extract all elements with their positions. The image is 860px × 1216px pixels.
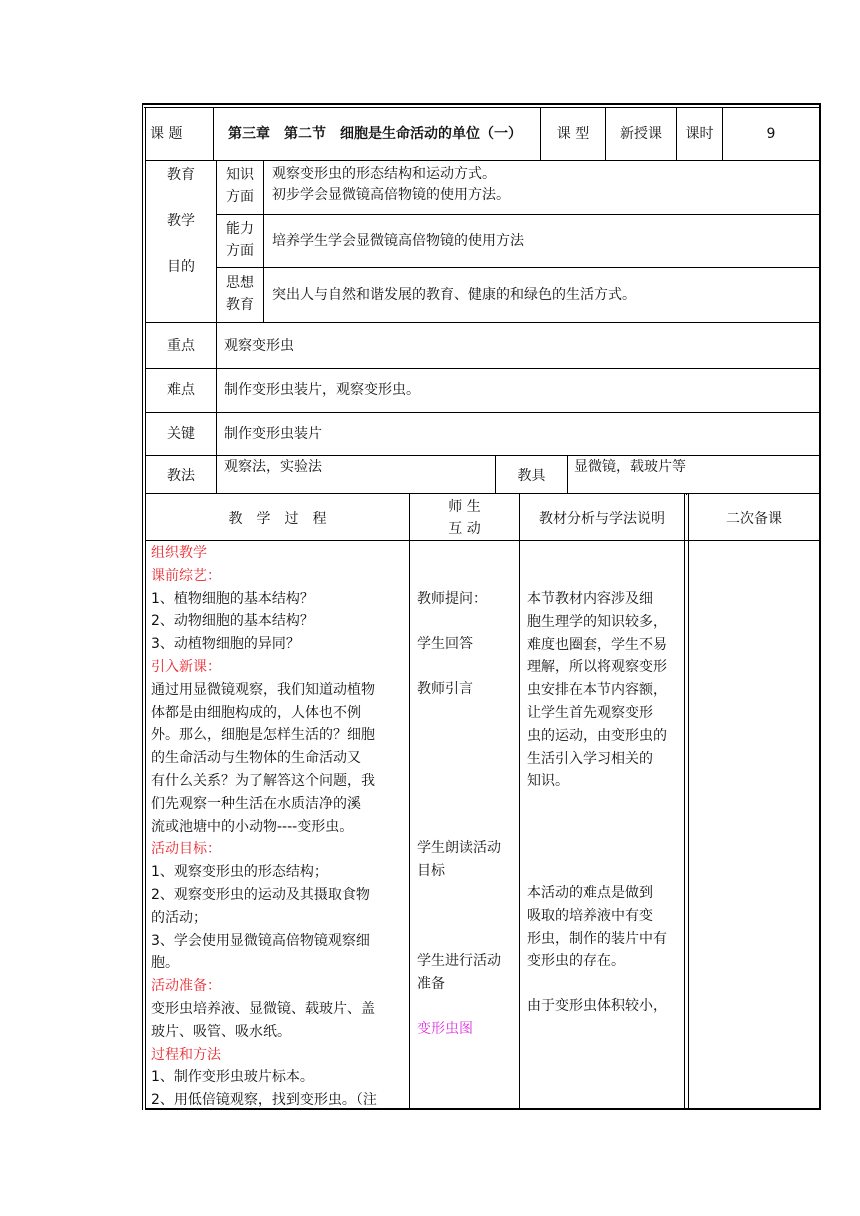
- process-line: 的活动；: [151, 909, 207, 926]
- knowledge-label: 知识 方面: [226, 167, 254, 205]
- ability-objective: 培养学生学会显微镜高倍物镜的使用方法: [272, 233, 524, 249]
- interaction-item: 教师提问：: [417, 591, 487, 607]
- teaching-method-text: 观察法，实验法: [224, 459, 322, 475]
- process-line: 通过用显微镜观察，我们知道动植物: [151, 681, 375, 698]
- interaction-item: 目标: [417, 863, 445, 879]
- difficulty-label: 难点: [167, 382, 195, 398]
- process-line: 们先观察一种生活在水质洁净的溪: [151, 795, 361, 812]
- knowledge-objective: 观察变形虫的形态结构和运动方式。 初步学会显微镜高倍物镜的使用方法。: [272, 166, 510, 203]
- ability-label: 能力 方面: [226, 221, 254, 259]
- process-line: 玻片、吸管、吸水纸。: [151, 1023, 291, 1040]
- process-line: 组织教学: [151, 545, 207, 561]
- thought-label: 思想 教育: [226, 275, 254, 313]
- process-line: 课前综艺：: [151, 567, 221, 584]
- interaction-item: 学生进行活动: [417, 953, 501, 969]
- process-line: 过程和方法: [151, 1046, 221, 1063]
- interaction-item: 学生回答: [417, 636, 473, 652]
- lesson-type-label: 课 型: [556, 126, 590, 142]
- teaching-method-label: 教法: [167, 468, 195, 484]
- process-line: 活动准备：: [151, 978, 221, 995]
- lesson-type-value: 新授课: [620, 126, 662, 142]
- difficulty-text: 制作变形虫装片，观察变形虫。: [224, 382, 420, 398]
- process-line: 外。那么，细胞是怎样生活的？细胞: [151, 727, 375, 744]
- process-line: 体都是由细胞构成的，人体也不例: [151, 704, 361, 721]
- key-point-text: 观察变形虫: [224, 338, 294, 354]
- interaction-item: 教师引言: [417, 681, 473, 697]
- process-line: 变形虫培养液、显微镜、载玻片、盖: [151, 1000, 375, 1017]
- interaction-item: 准备: [417, 976, 445, 992]
- analysis-header: 教材分析与学法说明: [539, 511, 665, 527]
- lesson-topic: 第三章 第二节 细胞是生命活动的单位（一）: [228, 126, 522, 142]
- process-line: 1、植物细胞的基本结构？: [151, 590, 314, 607]
- process-line: 3、学会使用显微镜高倍物镜观察细: [151, 932, 370, 949]
- class-hours-value: 9: [766, 126, 776, 142]
- thought-objective: 突出人与自然和谐发展的教育、健康的和绿色的生活方式。: [272, 287, 636, 303]
- teaching-tools-text: 显微镜，载玻片等: [574, 459, 686, 475]
- process-line: 1、观察变形虫的形态结构；: [151, 864, 328, 881]
- interaction-item: 变形虫图: [417, 1021, 473, 1037]
- analysis-block: 由于变形虫体积较小，: [527, 998, 667, 1014]
- crux-label: 关键: [167, 426, 195, 442]
- process-line: 2、观察变形虫的运动及其摄取食物: [151, 886, 370, 903]
- process-content: [151, 542, 407, 1112]
- process-line: 有什么关系？为了解答这个问题，我: [151, 772, 375, 789]
- key-point-label: 重点: [167, 338, 195, 354]
- process-line: 活动目标：: [151, 841, 221, 858]
- process-line: 流或池塘中的小动物----变形虫。: [151, 818, 354, 835]
- analysis-block: 本活动的难点是做到 吸取的培养液中有变 形虫，制作的装片中有 变形虫的存在。: [527, 885, 667, 970]
- process-line: 的生命活动与生物体的生命活动又: [151, 750, 361, 767]
- process-line: 1、制作变形虫玻片标本。: [151, 1069, 314, 1086]
- process-line: 2、动物细胞的基本结构？: [151, 613, 314, 630]
- process-line: 3、动植物细胞的异同？: [151, 636, 300, 653]
- interaction-item: 学生朗读活动: [417, 840, 501, 856]
- analysis-block: 本节教材内容涉及细 胞生理学的知识较多， 难度也圈套，学生不易 理解，所以将观察变形 虫安排在本节内容额， 让学生首先观察变形 虫的运动，由变形虫的 生活引入学习相关的 知识。: [527, 591, 667, 790]
- second-prep-header: 二次备课: [726, 511, 782, 527]
- process-header: 教 学 过 程: [228, 511, 327, 527]
- process-line: 2、用低倍镜观察，找到变形虫。（注: [151, 1092, 377, 1109]
- objectives-label: 教育 教学 目的: [167, 167, 195, 275]
- process-line: 胞。: [151, 955, 179, 972]
- topic-label: 课 题: [150, 126, 183, 142]
- interaction-header: 师 生 互 动: [448, 499, 481, 537]
- process-line: 引入新课：: [151, 658, 221, 675]
- teaching-tools-label: 教具: [517, 468, 546, 484]
- class-hours-label: 课时: [685, 126, 714, 142]
- crux-text: 制作变形虫装片: [224, 426, 322, 442]
